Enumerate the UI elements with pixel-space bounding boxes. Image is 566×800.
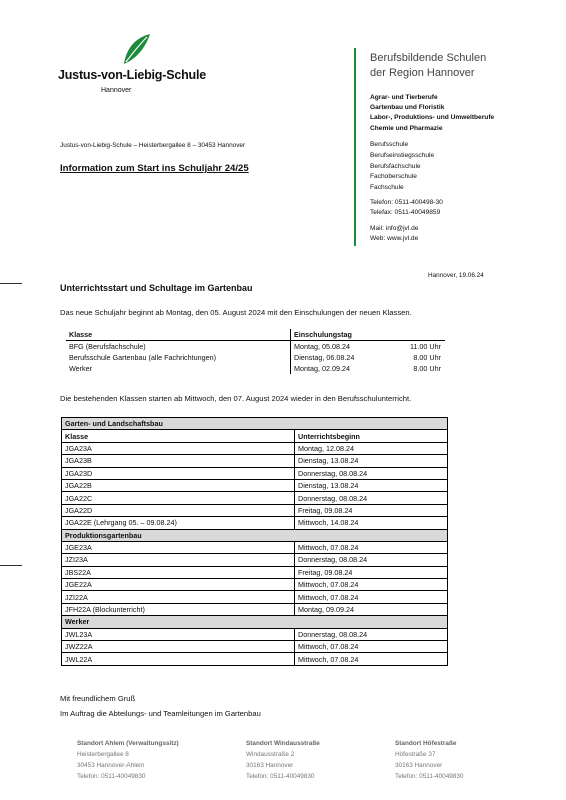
start-date: Donnerstag, 08.08.24 bbox=[295, 492, 448, 504]
table-row bbox=[62, 628, 448, 640]
start-date: Montag, 09.09.24 bbox=[295, 603, 448, 615]
class-name: JGA22B bbox=[62, 479, 295, 491]
table-row bbox=[62, 641, 448, 653]
table-row bbox=[62, 591, 448, 603]
start-date: Mittwoch, 07.08.24 bbox=[295, 591, 448, 603]
start-date: Montag, 12.08.24 bbox=[295, 442, 448, 454]
start-date: Donnerstag, 08.08.24 bbox=[295, 628, 448, 640]
intro-paragraph-1: Das neue Schuljahr beginnt ab Montag, den 05. August 2024 mit den Einschulungen der neuen Klassen. bbox=[60, 308, 412, 317]
institution-line-1: Berufsbildende Schulen bbox=[370, 52, 487, 64]
start-date: Mittwoch, 07.08.24 bbox=[295, 641, 448, 653]
table-row bbox=[62, 603, 448, 615]
intro-paragraph-2: Die bestehenden Klassen starten ab Mittwoch, den 07. August 2024 wieder in den Berufsschulunterricht. bbox=[60, 394, 412, 403]
contact-block bbox=[370, 198, 443, 218]
class-name: JWZ22A bbox=[62, 641, 295, 653]
enrollment-day: Montag, 05.08.24 bbox=[294, 342, 350, 351]
table-header-row bbox=[62, 430, 448, 442]
location-street: Windausstraße 2 bbox=[246, 751, 295, 758]
letter-date: Hannover, 19.06.24 bbox=[428, 272, 484, 279]
table-row bbox=[62, 455, 448, 467]
profile-item: Chemie und Pharmazie bbox=[370, 124, 443, 132]
section-title: Garten- und Landschaftsbau bbox=[62, 418, 448, 430]
class-name: JGE22A bbox=[62, 579, 295, 591]
table-row bbox=[66, 341, 445, 353]
location-street: Höfestraße 37 bbox=[395, 751, 436, 758]
start-date: Dienstag, 13.08.24 bbox=[295, 479, 448, 491]
start-date: Dienstag, 13.08.24 bbox=[295, 455, 448, 467]
table-row bbox=[66, 363, 445, 374]
section-row bbox=[62, 529, 448, 541]
table-row bbox=[62, 579, 448, 591]
class-name: JZI23A bbox=[62, 554, 295, 566]
school-type-item: Berufsschule bbox=[370, 141, 409, 148]
profile-item: Labor-, Produktions- und Umweltberufe bbox=[370, 114, 495, 122]
class-start-table bbox=[61, 417, 448, 666]
footer-location bbox=[395, 738, 463, 782]
start-date: Donnerstag, 08.08.24 bbox=[295, 554, 448, 566]
location-phone: Telefon: 0511-40049830 bbox=[246, 773, 315, 780]
start-date: Mittwoch, 07.08.24 bbox=[295, 541, 448, 553]
school-type-item: Berufsfachschule bbox=[370, 162, 421, 170]
location-title: Standort Höfestraße bbox=[395, 740, 457, 747]
sender-line: Justus-von-Liebig-Schule – Heisterbergallee 8 – 30453 Hannover bbox=[60, 142, 246, 149]
punch-mark bbox=[0, 565, 22, 566]
location-city: 30163 Hannover bbox=[246, 762, 294, 769]
institution-line-2: der Region Hannover bbox=[370, 67, 475, 79]
section-row bbox=[62, 418, 448, 430]
table-row bbox=[62, 492, 448, 504]
class-name: JGA23D bbox=[62, 467, 295, 479]
location-city: 30163 Hannover bbox=[395, 762, 443, 769]
class-name: JGA22D bbox=[62, 504, 295, 516]
class-name: Berufsschule Gartenbau (alle Fachrichtungen) bbox=[66, 352, 291, 363]
enrollment-time: 8.00 Uhr bbox=[413, 364, 441, 373]
table-row bbox=[66, 352, 445, 363]
fold-mark bbox=[0, 283, 22, 284]
start-date: Donnerstag, 08.08.24 bbox=[295, 467, 448, 479]
section-title: Werker bbox=[62, 616, 448, 628]
class-name: JGA23B bbox=[62, 455, 295, 467]
section-heading: Unterrichtsstart und Schultage im Gartenbau bbox=[60, 283, 253, 293]
enrollment-day: Dienstag, 06.08.24 bbox=[294, 353, 355, 362]
enrollment-time: 11.00 Uhr bbox=[409, 342, 441, 351]
class-name: JGA22C bbox=[62, 492, 295, 504]
table-row bbox=[62, 442, 448, 454]
enrollment-time: 8.00 Uhr bbox=[413, 353, 441, 362]
table-row bbox=[62, 467, 448, 479]
start-date: Mittwoch, 07.08.24 bbox=[295, 653, 448, 665]
school-city: Hannover bbox=[101, 87, 132, 94]
class-name: JGE23A bbox=[62, 541, 295, 553]
start-date: Mittwoch, 07.08.24 bbox=[295, 579, 448, 591]
location-title: Standort Windausstraße bbox=[246, 740, 320, 747]
class-name: JGA23A bbox=[62, 442, 295, 454]
location-title: Standort Ahlem (Verwaltungssitz) bbox=[77, 740, 179, 747]
fax-number: Telefax: 0511-40049859 bbox=[370, 209, 441, 217]
profile-item: Gartenbau und Floristik bbox=[370, 104, 445, 112]
class-name: JZI22A bbox=[62, 591, 295, 603]
table-row bbox=[62, 554, 448, 566]
leaf-logo-icon bbox=[120, 32, 152, 66]
table-header-row bbox=[66, 329, 445, 341]
column-header: Unterrichtsbeginn bbox=[295, 430, 448, 442]
location-phone: Telefon: 0511-40049830 bbox=[77, 773, 146, 780]
school-type-item: Berufseinstiegsschule bbox=[370, 151, 435, 159]
school-type-item: Fachschule bbox=[370, 184, 404, 192]
column-header: Einschulungstag bbox=[291, 329, 446, 341]
start-date: Mittwoch, 14.08.24 bbox=[295, 517, 448, 529]
table-row bbox=[62, 479, 448, 491]
school-types bbox=[370, 140, 434, 194]
class-name: JFH22A (Blockunterricht) bbox=[62, 603, 295, 615]
class-name: JWL23A bbox=[62, 628, 295, 640]
class-name: Werker bbox=[66, 363, 291, 374]
school-type-item: Fachoberschule bbox=[370, 173, 417, 181]
class-name: JWL22A bbox=[62, 653, 295, 665]
location-street: Heisterbergallee 8 bbox=[77, 751, 129, 758]
class-name: BFG (Berufsfachschule) bbox=[66, 341, 291, 353]
footer-location bbox=[246, 738, 320, 782]
start-date: Freitag, 09.08.24 bbox=[295, 566, 448, 578]
closing-block bbox=[60, 691, 261, 721]
phone-number: Telefon: 0511-400498-30 bbox=[370, 199, 443, 206]
online-contact bbox=[370, 224, 418, 244]
column-header: Klasse bbox=[62, 430, 295, 442]
column-header: Klasse bbox=[66, 329, 291, 341]
class-name: JBS22A bbox=[62, 566, 295, 578]
school-name: Justus-von-Liebig-Schule bbox=[58, 68, 206, 82]
table-row bbox=[62, 517, 448, 529]
profile-item: Agrar- und Tierberufe bbox=[370, 94, 438, 101]
school-profile bbox=[370, 93, 494, 134]
website: Web: www.jvl.de bbox=[370, 235, 419, 243]
greeting: Mit freundlichem Gruß bbox=[60, 694, 136, 703]
class-name: JGA22E (Lehrgang 05. – 09.08.24) bbox=[62, 517, 295, 529]
section-title: Produktionsgartenbau bbox=[62, 529, 448, 541]
section-row bbox=[62, 616, 448, 628]
footer-location bbox=[77, 738, 179, 782]
table-row bbox=[62, 653, 448, 665]
table-row bbox=[62, 566, 448, 578]
table-row bbox=[62, 541, 448, 553]
table-row bbox=[62, 504, 448, 516]
enrollment-table bbox=[66, 329, 445, 374]
signature-line: Im Auftrag die Abteilungs- und Teamleitungen im Gartenbau bbox=[60, 709, 261, 718]
letter-subject: Information zum Start ins Schuljahr 24/25 bbox=[60, 163, 249, 174]
location-phone: Telefon: 0511-40049830 bbox=[395, 773, 464, 780]
enrollment-day: Montag, 02.09.24 bbox=[294, 364, 350, 373]
accent-divider bbox=[354, 48, 356, 246]
start-date: Freitag, 09.08.24 bbox=[295, 504, 448, 516]
location-city: 30453 Hannover-Ahlem bbox=[77, 762, 145, 769]
email-address: Mail: info@jvl.de bbox=[370, 225, 419, 232]
